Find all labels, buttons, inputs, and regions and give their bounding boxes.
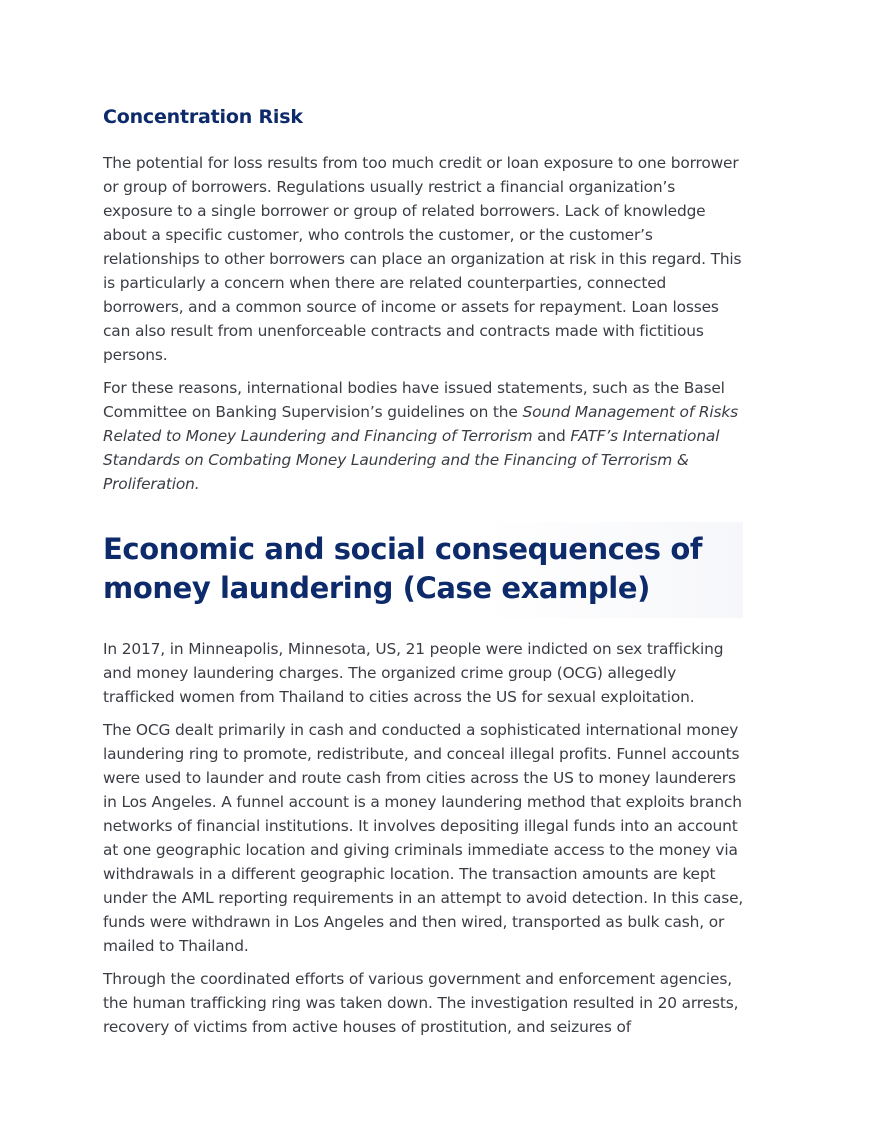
- basel-guidelines-title: Sound Management of Risks Related to Money Laundering and Financing of Terrorism: [103, 402, 738, 445]
- case-funnel-accounts-paragraph: The OCG dealt primarily in cash and conducted a sophisticated international money laundering ring to promote, redistribute, and conceal illegal profits. Funnel accounts were used to launder and route cash from cities across the US to money launderers in Los Angeles. A funnel account is a money laundering method that exploits branch networks of financial institutions. It involves depositing illegal funds into an account at one geographic location and giving criminals immediate access to the money via withdrawals in a different geographic location. The transaction amounts are kept under the AML reporting requirements in an attempt to avoid detection. In this case, funds were withdrawn in Los Angeles and then wired, transported as bulk cash, or mailed to Thailand.: [103, 720, 744, 955]
- case-indictment-paragraph: In 2017, in Minneapolis, Minnesota, US, 21 people were indicted on sex trafficking and money laundering charges. The organized crime group (OCG) allegedly trafficked women from Thailand to cities across the US for sexual exploitation.: [103, 639, 724, 706]
- title-connector: and: [532, 426, 571, 445]
- case-example-body: [103, 637, 748, 1039]
- document-page: [103, 106, 748, 1048]
- case-heading-band: [100, 522, 743, 618]
- case-example-heading: Economic and social consequences of money laundering (Case example): [103, 531, 703, 605]
- international-bodies-paragraph: [103, 376, 748, 496]
- fatf-standards-title: FATF’s International Standards on Combating Money Laundering and the Financing of Terrorism & Proliferation.: [103, 426, 720, 493]
- case-outcome-paragraph: Through the coordinated efforts of various government and enforcement agencies, the human trafficking ring was taken down. The investigation resulted in 20 arrests, recovery of victims from active houses of prostitution, and seizures of: [103, 969, 739, 1036]
- concentration-risk-paragraph: The potential for loss results from too much credit or loan exposure to one borrower or group of borrowers. Regulations usually restrict a financial organization’s exposure to a single borrower or group of related borrowers. Lack of knowledge about a specific customer, who controls the customer, or the customer’s relationships to other borrowers can place an organization at risk in this regard. This is particularly a concern when there are related counterparties, connected borrowers, and a common source of income or assets for repayment. Loan losses can also result from unenforceable contracts and contracts made with fictitious persons.: [103, 153, 742, 364]
- concentration-risk-heading: Concentration Risk: [103, 106, 303, 128]
- international-bodies-intro: For these reasons, international bodies have issued statements, such as the Basel Committee on Banking Supervision’s guidelines on the: [103, 378, 725, 421]
